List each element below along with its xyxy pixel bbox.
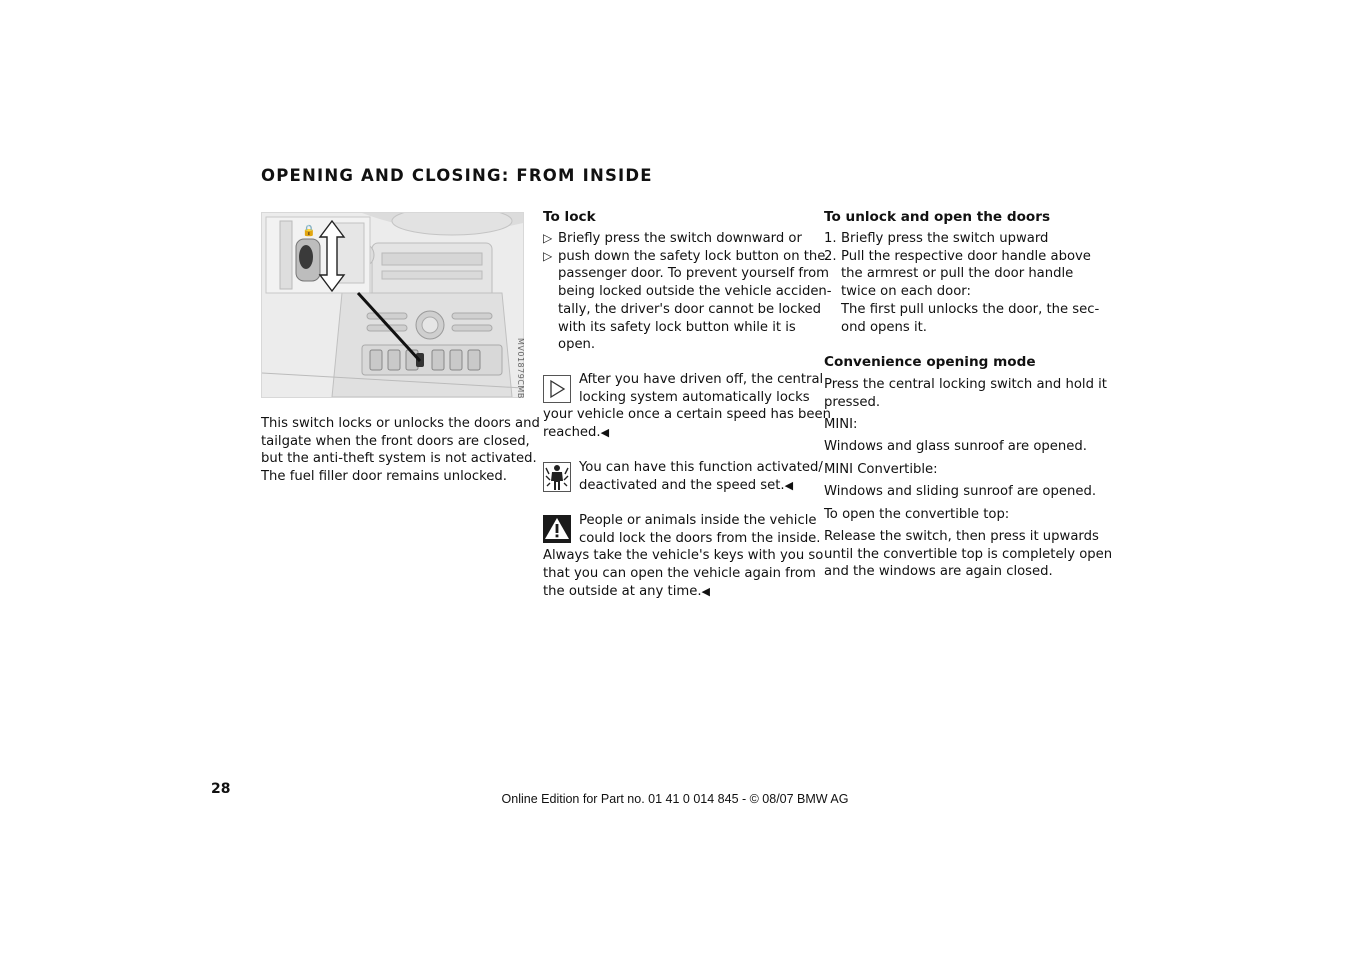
text-line: tally, the driver's door cannot be locked [558,301,821,317]
bullet-triangle-icon: ▷ [543,231,553,245]
text-line: deactivated and the speed set.◀ [579,477,794,493]
text-line: After you have driven off, the central [579,372,824,387]
mini-label: MINI: [824,417,858,432]
text-line: open. [558,337,596,353]
bullet-triangle-icon: ▷ [543,248,553,263]
figure-code-label: MV01879CMB [516,338,525,399]
text-line: with its safety lock button while it is [558,319,796,335]
step-number: 2. [824,248,837,264]
text-line: passenger door. To prevent yourself from [558,266,830,282]
text-line: People or animals inside the vehicle [579,513,817,528]
text-line: Release the switch, then press it upwards [824,529,1099,544]
service-person-icon [543,462,571,490]
list-item [543,230,818,248]
unlock-title: To unlock and open the doors [824,209,1051,225]
mini-text: Windows and glass sunroof are opened. [824,439,1087,454]
footer-edition: Online Edition for Part no. 01 41 0 014 845 - © 08/07 BMW AG [501,792,849,806]
section-heading: OPENING AND CLOSING: FROM INSIDE [261,166,653,185]
text-line: the armrest or pull the door handle [841,266,1074,282]
text-line: push down the safety lock button on the [558,248,826,264]
convertible-text: Windows and sliding sunroof are opened. [824,484,1097,499]
text-line: until the convertible top is completely open [824,546,1113,562]
text-line: could lock the doors from the inside. [579,530,821,546]
end-marker-icon: ◀ [784,478,794,492]
text-line: the outside at any time.◀ [543,583,710,599]
page-number: 28 [211,781,231,797]
convertible-label: MINI Convertible: [824,462,938,477]
svg-text:🔒: 🔒 [302,224,316,237]
text-line: Briefly press the switch upward [841,231,1049,246]
note-text [543,371,832,442]
text-line: Always take the vehicle's keys with you so [543,548,824,564]
open-top-text [824,528,1113,581]
text-line: Pull the respective door handle above [841,248,1091,264]
open-top-label: To open the convertible top: [824,507,1010,522]
convenience-title: Convenience opening mode [824,354,1036,370]
text-line: but the anti-theft system is not activated. [261,451,537,467]
service-text [579,459,823,494]
end-marker-icon: ◀ [701,584,710,598]
text-line: Press the central locking switch and hold it [824,377,1107,392]
text-line: that you can open the vehicle again from [543,566,816,582]
list-item [824,230,1104,248]
text-line: tailgate when the front doors are closed, [261,433,530,449]
text-line: and the windows are again closed. [824,564,1053,580]
end-marker-icon: ◀ [600,426,610,440]
text-line: being locked outside the vehicle acciden- [558,284,832,300]
text-line: your vehicle once a certain speed has been [543,407,832,423]
to-lock-bullets [543,230,832,354]
car-console-illustration [262,213,523,397]
text-line: twice on each door: [841,284,971,300]
text-line: You can have this function activated/ [579,460,823,475]
list-item [824,248,1104,337]
list-item [543,248,832,354]
to-lock-title: To lock [543,209,596,225]
text-line: The fuel filler door remains unlocked. [261,469,507,485]
warning-text [543,512,824,601]
text-line: reached.◀ [543,425,610,441]
text-line: The first pull unlocks the door, the sec- [841,301,1100,317]
step-number: 1. [824,231,837,246]
text-line: pressed. [824,394,881,410]
text-line: locking system automatically locks [579,389,810,405]
console-switch-figure [261,212,524,398]
text-line: Briefly press the switch downward or [558,231,802,246]
convenience-intro [824,376,1107,411]
text-line: This switch locks or unlocks the doors and [261,416,540,431]
unlock-steps [824,230,1104,336]
left-paragraph [261,415,540,486]
text-line: ond opens it. [841,319,927,335]
